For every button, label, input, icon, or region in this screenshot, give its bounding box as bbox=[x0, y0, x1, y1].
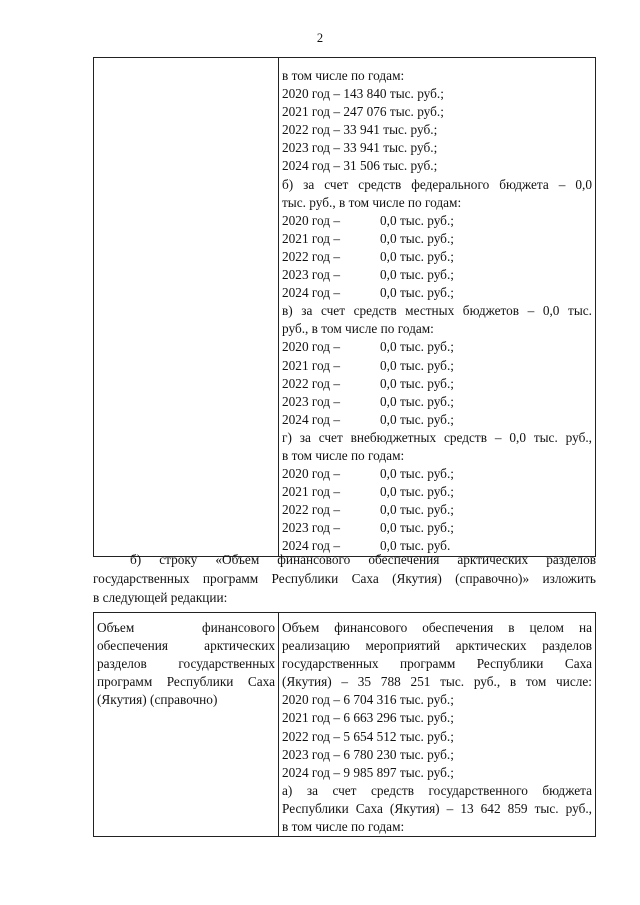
text-line: 2022 год – 5 654 512 тыс. руб.; bbox=[282, 728, 454, 744]
text-line: тыс. руб., в том числе по годам: bbox=[282, 194, 462, 210]
text-line: 2021 год – 6 663 296 тыс. руб.; bbox=[282, 710, 454, 726]
text-line: 2022 год – 33 941 тыс. руб.; bbox=[282, 122, 438, 138]
year-amount-line bbox=[282, 284, 592, 302]
text-line: реализацию мероприятий арктических разделов bbox=[282, 638, 592, 654]
year-amount-line bbox=[282, 501, 592, 519]
year-label: 2024 год – bbox=[282, 538, 341, 554]
year-label: 2022 год – bbox=[282, 375, 341, 391]
paragraph-line: государственных программ Республики Саха (Якутия) (справочно)» изложить bbox=[93, 571, 596, 586]
funding-table-continued bbox=[93, 57, 596, 557]
text-line: б) за счет средств федерального бюджета – 0,0 bbox=[282, 176, 592, 192]
text-line: государственных программ Республики Саха bbox=[282, 656, 592, 672]
amount-value: 0,0 тыс. руб.; bbox=[380, 393, 454, 409]
amount-value: 0,0 тыс. руб.; bbox=[380, 502, 454, 518]
text-line: 2021 год – 247 076 тыс. руб.; bbox=[282, 104, 444, 120]
amount-value: 0,0 тыс. руб.; bbox=[380, 267, 454, 283]
text-line: 2024 год – 31 506 тыс. руб.; bbox=[282, 158, 438, 174]
amount-value: 0,0 тыс. руб.; bbox=[380, 411, 454, 427]
year-label: 2023 год – bbox=[282, 267, 341, 283]
amount-value: 0,0 тыс. руб.; bbox=[380, 212, 454, 228]
year-amount-line bbox=[282, 266, 592, 284]
value-cell bbox=[279, 58, 596, 557]
arctic-funding-table bbox=[93, 612, 596, 837]
year-amount-line bbox=[282, 483, 592, 501]
year-label: 2024 год – bbox=[282, 411, 341, 427]
year-label: 2023 год – bbox=[282, 393, 341, 409]
table-row bbox=[94, 613, 596, 837]
text-line: а) за счет средств государственного бюджета bbox=[282, 782, 592, 798]
amount-value: 0,0 тыс. руб.; bbox=[380, 484, 454, 500]
amount-value: 0,0 тыс. руб.; bbox=[380, 375, 454, 391]
text-line: 2020 год – 6 704 316 тыс. руб.; bbox=[282, 692, 454, 708]
row-label bbox=[97, 619, 275, 709]
year-amount-line bbox=[282, 212, 592, 230]
amount-value: 0,0 тыс. руб.; bbox=[380, 285, 454, 301]
year-amount-line bbox=[282, 375, 592, 393]
amount-value: 0,0 тыс. руб.; bbox=[380, 466, 454, 482]
year-label: 2020 год – bbox=[282, 466, 341, 482]
year-label: 2021 год – bbox=[282, 357, 341, 373]
paragraph-line: б) строку «Объем финансового обеспечения арктических разделов bbox=[130, 552, 596, 567]
amount-value: 0,0 тыс. руб.; bbox=[380, 357, 454, 373]
text-line: Объем финансового обеспечения в целом на bbox=[282, 620, 592, 635]
amount-value: 0,0 тыс. руб.; bbox=[380, 230, 454, 246]
text-line: Республики Саха (Якутия) – 13 642 859 тыс. руб., bbox=[282, 800, 592, 816]
amount-value: 0,0 тыс. руб.; bbox=[380, 339, 454, 355]
year-label: 2024 год – bbox=[282, 285, 341, 301]
text-line: в том числе по годам: bbox=[282, 68, 405, 83]
text-line: Объем финансового bbox=[97, 620, 275, 635]
text-line: программ Республики Саха bbox=[97, 674, 275, 690]
text-line: руб., в том числе по годам: bbox=[282, 321, 434, 337]
text-line: обеспечения арктических bbox=[97, 638, 275, 654]
text-line: в том числе по годам: bbox=[282, 819, 405, 835]
text-line: г) за счет внебюджетных средств – 0,0 тыс. руб., bbox=[282, 429, 592, 445]
amendment-paragraph bbox=[93, 550, 596, 607]
table-row bbox=[94, 58, 596, 557]
label-cell bbox=[94, 613, 279, 837]
label-cell-empty bbox=[94, 58, 279, 557]
year-amount-line bbox=[282, 357, 592, 375]
amount-value: 0,0 тыс. руб.; bbox=[380, 248, 454, 264]
year-label: 2020 год – bbox=[282, 212, 341, 228]
text-line: в том числе по годам: bbox=[282, 447, 405, 463]
funding-lines bbox=[282, 619, 592, 836]
year-amount-line bbox=[282, 519, 592, 537]
year-amount-line bbox=[282, 465, 592, 483]
text-line: (Якутия) – 35 788 251 тыс. руб., в том числе: bbox=[282, 674, 592, 690]
year-label: 2021 год – bbox=[282, 230, 341, 246]
page-number: 2 bbox=[316, 31, 324, 45]
year-label: 2020 год – bbox=[282, 339, 341, 355]
text-line: 2020 год – 143 840 тыс. руб.; bbox=[282, 86, 444, 102]
year-amount-line bbox=[282, 248, 592, 266]
amount-value: 0,0 тыс. руб.; bbox=[380, 520, 454, 536]
paragraph-line: в следующей редакции: bbox=[93, 590, 228, 605]
year-label: 2022 год – bbox=[282, 502, 341, 518]
year-label: 2021 год – bbox=[282, 484, 341, 500]
funding-lines bbox=[282, 67, 592, 556]
text-line: 2023 год – 33 941 тыс. руб.; bbox=[282, 140, 438, 156]
amount-value: 0,0 тыс. руб. bbox=[380, 538, 451, 554]
year-amount-line bbox=[282, 338, 592, 356]
text-line: (Якутия) (справочно) bbox=[97, 692, 218, 708]
text-line: в) за счет средств местных бюджетов – 0,0 тыс. bbox=[282, 303, 592, 319]
year-amount-line bbox=[282, 230, 592, 248]
text-line: разделов государственных bbox=[97, 656, 275, 672]
year-label: 2022 год – bbox=[282, 248, 341, 264]
year-amount-line bbox=[282, 393, 592, 411]
year-label: 2023 год – bbox=[282, 520, 341, 536]
year-amount-line bbox=[282, 411, 592, 429]
text-line: 2024 год – 9 985 897 тыс. руб.; bbox=[282, 764, 454, 780]
value-cell bbox=[279, 613, 596, 837]
text-line: 2023 год – 6 780 230 тыс. руб.; bbox=[282, 746, 454, 762]
